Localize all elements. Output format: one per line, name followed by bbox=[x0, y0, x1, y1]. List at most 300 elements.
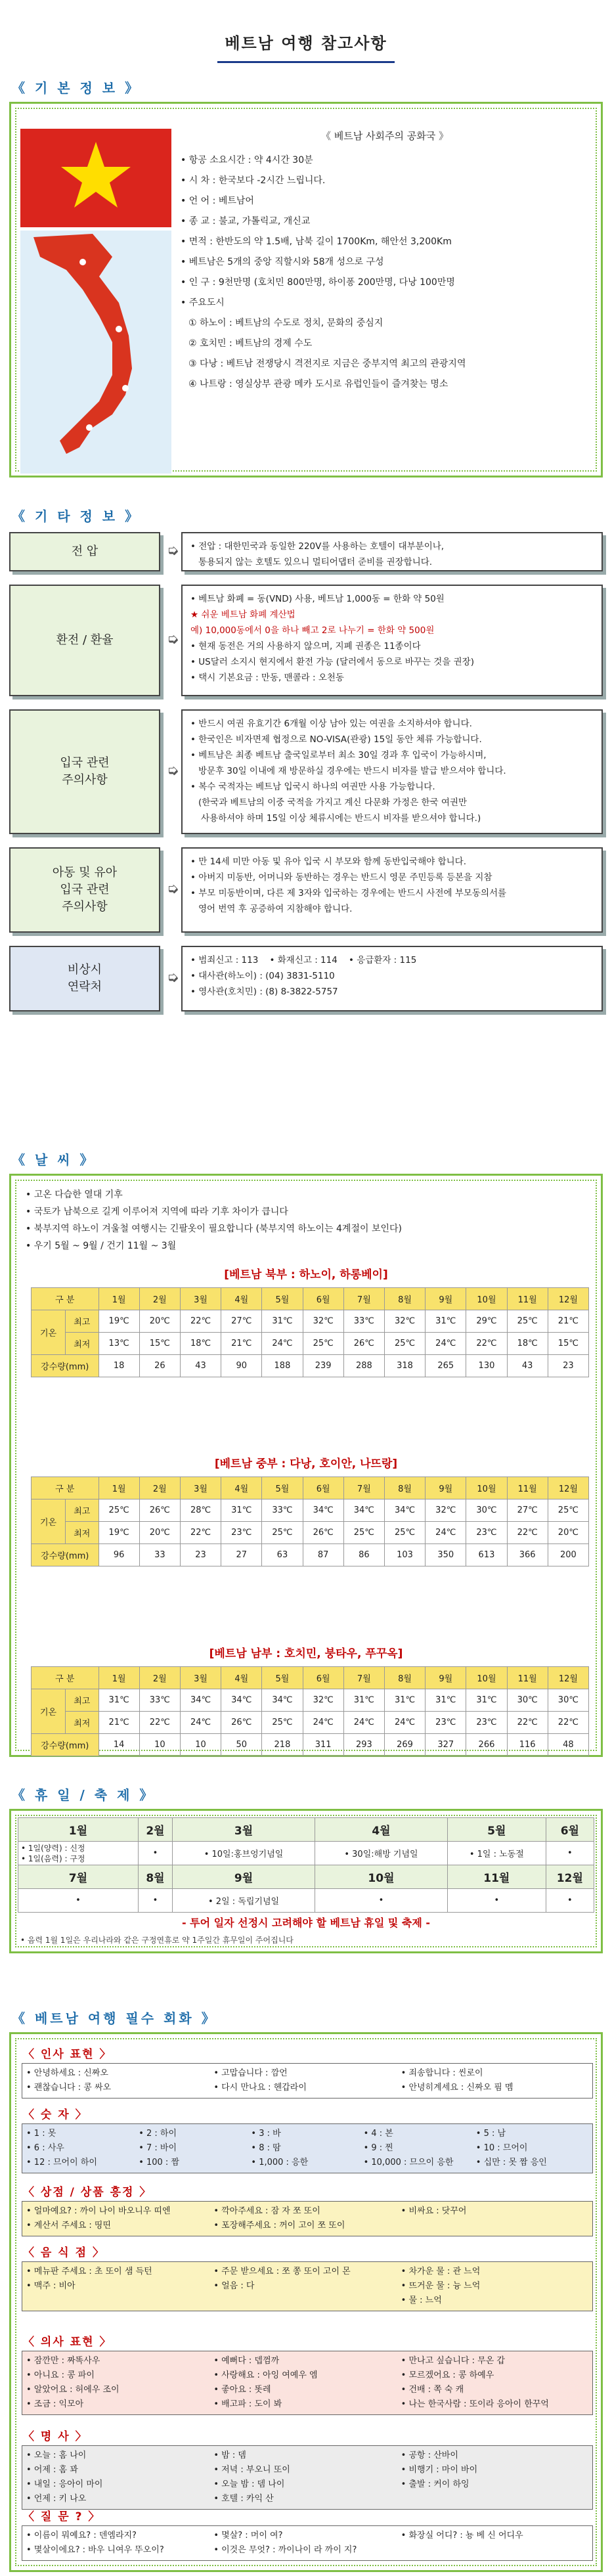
phrase: • 배고파 : 도이 봐 bbox=[213, 2399, 282, 2409]
phrase bbox=[26, 2294, 213, 2308]
phrase: • 저녁 : 부오니 또이 bbox=[213, 2465, 290, 2475]
low-value: 24℃ bbox=[426, 1522, 466, 1544]
phrase: • 이름이 뭐예요? : 덴엠라지? bbox=[26, 2531, 137, 2541]
rain-value: 218 bbox=[262, 1734, 303, 1756]
basic-info-box bbox=[9, 102, 603, 477]
low-value: 25℃ bbox=[262, 1522, 303, 1544]
high-value: 27℃ bbox=[507, 1499, 548, 1522]
month-header: 5월 bbox=[262, 1477, 303, 1499]
low-value: 26℃ bbox=[343, 1333, 384, 1355]
rain-value: 18 bbox=[98, 1355, 139, 1377]
month-header: 11월 bbox=[507, 1288, 548, 1310]
phrase: • 계산서 주세요 : 띵띤 bbox=[26, 2221, 112, 2231]
phrase: • 오늘 : 홈 나이 bbox=[26, 2451, 87, 2460]
high-value: 27℃ bbox=[221, 1310, 262, 1333]
high-value: 33℃ bbox=[343, 1310, 384, 1333]
low-value: 26℃ bbox=[221, 1712, 262, 1734]
etc-line: • 아버지 미동반, 어머니와 동반하는 경우는 반드시 영문 주민등록 등본을 지참 bbox=[190, 872, 492, 883]
etc-line: • 한국인은 비자면제 협정으로 NO-VISA(관광) 15일 동안 체류 가능합니다. bbox=[190, 734, 482, 745]
phrase: • 10,000 : 므으이 응한 bbox=[363, 2158, 454, 2167]
etc-content bbox=[181, 946, 603, 1011]
country-header: 《 베트남 사회주의 공화국 》 bbox=[321, 130, 448, 142]
rain-label: 강수량(mm) bbox=[32, 1734, 99, 1756]
phrase: • 몇살이에요? : 바우 니여우 뚜오이? bbox=[26, 2545, 164, 2555]
phrase: • 포장해주세요 : 꺼이 고이 쪼 또이 bbox=[213, 2221, 345, 2231]
etc-label bbox=[9, 709, 160, 834]
rain-row bbox=[32, 1544, 589, 1566]
info-row: • 주요도시 bbox=[181, 298, 225, 308]
month-header: 구 분 bbox=[32, 1288, 99, 1310]
month-header: 3월 bbox=[180, 1667, 221, 1689]
low-value: 24℃ bbox=[262, 1333, 303, 1355]
phrase: • 100 : 짬 bbox=[139, 2158, 180, 2167]
weather-note: • 북부지역 하노이 겨울철 여행시는 긴팔옷이 필요합니다 (북부지역 하노이는 4계절이 보인다) bbox=[26, 1224, 402, 1234]
month-header: 1월 bbox=[18, 1818, 139, 1842]
month-header: 10월 bbox=[466, 1667, 507, 1689]
low-value: 19℃ bbox=[98, 1522, 139, 1544]
holiday-value: • bbox=[546, 1889, 594, 1913]
rain-row bbox=[32, 1355, 589, 1377]
high-value: 25℃ bbox=[98, 1499, 139, 1522]
rain-row bbox=[32, 1734, 589, 1756]
month-header: 3월 bbox=[173, 1818, 315, 1842]
etc-line: • 전압 : 대한민국과 동일한 220V를 사용하는 호텔이 대부분이나, bbox=[190, 541, 445, 552]
low-value: 24℃ bbox=[343, 1712, 384, 1734]
etc-line: 영어 번역 후 공증하여 지참해야 합니다. bbox=[198, 904, 353, 914]
rain-value: 96 bbox=[98, 1544, 139, 1566]
etc-line: • 택시 기본요금 : 만동, 맨콜라 : 오천동 bbox=[190, 673, 344, 683]
etc-line: • 영사관(호치민) : (8) 8-3822-5757 bbox=[190, 987, 338, 997]
phrase: • 얼음 : 다 bbox=[213, 2281, 255, 2291]
etc-line: 방문후 30일 이내에 재 방문하실 경우에는 반드시 비자를 발급 받으셔야 합니다. bbox=[198, 766, 506, 776]
rain-value: 86 bbox=[343, 1544, 384, 1566]
phrase: • 12 : 므어이 하이 bbox=[26, 2158, 97, 2167]
phrase: • 깍아주세요 : 잠 자 쪼 또이 bbox=[213, 2206, 320, 2216]
low-value: 21℃ bbox=[98, 1712, 139, 1734]
phrase: • 5 : 남 bbox=[475, 2129, 506, 2139]
high-value: 34℃ bbox=[262, 1689, 303, 1712]
weather-table bbox=[31, 1287, 589, 1377]
month-header: 구 분 bbox=[32, 1667, 99, 1689]
rain-value: 288 bbox=[343, 1355, 384, 1377]
rain-value: 200 bbox=[548, 1544, 588, 1566]
phrase: • 다시 만나요 : 헨갑라이 bbox=[213, 2083, 307, 2093]
info-row: • 베트남은 5개의 중앙 직할시와 58개 성으로 구성 bbox=[181, 257, 384, 267]
phrase: • 1,000 : 응한 bbox=[251, 2158, 309, 2167]
conversation-group bbox=[22, 2261, 593, 2311]
month-header: 4월 bbox=[221, 1477, 262, 1499]
low-value: 23℃ bbox=[426, 1712, 466, 1734]
low-row bbox=[32, 1333, 589, 1355]
high-value: 21℃ bbox=[548, 1310, 588, 1333]
month-header: 1월 bbox=[98, 1477, 139, 1499]
page-title-box bbox=[217, 26, 395, 63]
phrase: • 2 : 하이 bbox=[139, 2129, 177, 2139]
high-value: 19℃ bbox=[98, 1310, 139, 1333]
phrase: • 오늘 밤 : 뎀 나이 bbox=[213, 2479, 285, 2489]
region-title: [베트남 북부 : 하노이, 하롱베이] bbox=[224, 1268, 388, 1281]
phrase: • 비싸요 : 닷꾸어 bbox=[401, 2206, 467, 2216]
conversation-group bbox=[22, 2351, 593, 2415]
info-row: • 시 차 : 한국보다 -2시간 느립니다. bbox=[181, 175, 326, 186]
info-row: • 면적 : 한반도의 약 1.5배, 남북 길이 1700Km, 해안선 3,200Km bbox=[181, 236, 452, 247]
month-header: 6월 bbox=[546, 1818, 594, 1842]
etc-line: • 부모 미동반이며, 다른 제 3자와 입국하는 경우에는 반드시 사전에 부모동의서를 bbox=[190, 888, 507, 899]
high-value: 30℃ bbox=[466, 1499, 507, 1522]
month-header: 10월 bbox=[466, 1288, 507, 1310]
high-value: 30℃ bbox=[507, 1689, 548, 1712]
phrase: • 아니요 : 콩 파이 bbox=[26, 2370, 95, 2380]
phrase: • 건배 : 쪽 숙 캐 bbox=[401, 2385, 464, 2395]
month-header: 9월 bbox=[173, 1865, 315, 1889]
section-conversation-heading: 《 베트남 여행 필수 회화 》 bbox=[12, 2010, 217, 2026]
rain-value: 366 bbox=[507, 1544, 548, 1566]
etc-line: • 반드시 여권 유효기간 6개월 이상 남아 있는 여권을 소지하셔야 합니다. bbox=[190, 719, 472, 729]
etc-label bbox=[9, 847, 160, 933]
weather-box bbox=[9, 1174, 603, 1757]
high-value: 25℃ bbox=[507, 1310, 548, 1333]
city-row: ① 하노이 : 베트남의 수도로 정치, 문화의 중심지 bbox=[188, 318, 383, 328]
rain-value: 269 bbox=[384, 1734, 425, 1756]
month-header: 2월 bbox=[139, 1288, 180, 1310]
etc-exchange bbox=[9, 585, 603, 696]
rain-value: 33 bbox=[139, 1544, 180, 1566]
high-value: 34℃ bbox=[221, 1689, 262, 1712]
etc-line: • 베트남 화폐 = 동(VND) 사용, 베트남 1,000동 = 한화 약 50원 bbox=[190, 594, 445, 604]
phrase: • 언제 : 키 나오 bbox=[26, 2494, 87, 2504]
phrase: • 7 : 바이 bbox=[139, 2143, 177, 2153]
temp-label: 기온 bbox=[32, 1499, 66, 1544]
low-label: 최저 bbox=[66, 1522, 99, 1544]
etc-label: 전 압 bbox=[9, 532, 160, 571]
holiday-value: • 10일:홍브엉기념일 bbox=[173, 1842, 315, 1865]
rain-value: 116 bbox=[507, 1734, 548, 1756]
high-value: 31℃ bbox=[426, 1310, 466, 1333]
month-header: 1월 bbox=[98, 1288, 139, 1310]
info-row: • 언 어 : 베트남어 bbox=[181, 196, 254, 206]
etc-line: • 베트남은 최종 베트남 출국일로부터 최소 30일 경과 후 입국이 가능하시며, bbox=[190, 750, 487, 761]
etc-content bbox=[181, 532, 603, 571]
conversation-group bbox=[22, 2201, 593, 2236]
phrase: • 1 : 못 bbox=[26, 2129, 56, 2139]
high-value: 31℃ bbox=[343, 1689, 384, 1712]
phrase: • 잠깐만 : 짜똑사우 bbox=[26, 2356, 100, 2366]
month-header: 5월 bbox=[262, 1667, 303, 1689]
phrase: • 사랑해요 : 아잉 여예우 엠 bbox=[213, 2370, 318, 2380]
month-header: 9월 bbox=[426, 1477, 466, 1499]
weather-note: • 국토가 남북으로 길게 이루어져 지역에 따라 기후 차이가 큽니다 bbox=[26, 1207, 288, 1217]
section-holiday-heading: 《 휴 일 / 축 제 》 bbox=[12, 1787, 156, 1803]
arrow-icon: ➭ bbox=[167, 969, 179, 986]
phrase: • 물 : 느억 bbox=[401, 2296, 442, 2305]
phrase: • 죄송합니다 : 씬로이 bbox=[401, 2068, 483, 2078]
month-header: 4월 bbox=[315, 1818, 448, 1842]
holiday-value: • 1일 : 노동절 bbox=[447, 1842, 546, 1865]
phrase: • 출발 : 커이 하잉 bbox=[401, 2479, 470, 2489]
high-value: 31℃ bbox=[262, 1310, 303, 1333]
conversation-group bbox=[22, 2445, 593, 2510]
phrase: • 주문 받으세요 : 쪼 쫑 또이 고이 몬 bbox=[213, 2267, 351, 2276]
month-header: 6월 bbox=[303, 1667, 343, 1689]
region-title: [베트남 남부 : 호치민, 붕타우, 푸꾸옥] bbox=[209, 1647, 403, 1660]
phrase: • 안녕히계세요 : 신짜오 핌 멤 bbox=[401, 2083, 514, 2093]
month-header: 8월 bbox=[384, 1667, 425, 1689]
holiday-value: • bbox=[546, 1842, 594, 1865]
rain-value: 43 bbox=[507, 1355, 548, 1377]
phrase: • 화장실 어디? : 뇽 베 신 어디우 bbox=[401, 2531, 523, 2541]
city-row: ③ 다낭 : 베트남 전쟁당시 격전지로 지금은 중부지역 최고의 관광지역 bbox=[188, 359, 466, 369]
weather-table bbox=[31, 1477, 589, 1566]
month-header: 6월 bbox=[303, 1288, 343, 1310]
phrase: • 3 : 바 bbox=[251, 2129, 281, 2139]
low-value: 22℃ bbox=[548, 1712, 588, 1734]
rain-value: 327 bbox=[426, 1734, 466, 1756]
conversation-group-title: 〈 인사 표현 〉 bbox=[23, 2048, 112, 2061]
month-header: 3월 bbox=[180, 1477, 221, 1499]
rain-value: 239 bbox=[303, 1355, 343, 1377]
phrase: • 어제 : 홈 꽈 bbox=[26, 2465, 78, 2475]
info-row: • 인 구 : 9천만명 (호치민 800만명, 하이퐁 200만명, 다낭 100만명 bbox=[181, 277, 455, 288]
holiday-value: • bbox=[18, 1889, 139, 1913]
arrow-icon: ➭ bbox=[167, 543, 179, 559]
high-value: 25℃ bbox=[548, 1499, 588, 1522]
holiday-note: - 투어 일자 선정시 고려해야 할 베트남 휴일 및 축제 - bbox=[181, 1917, 431, 1929]
temp-label: 기온 bbox=[32, 1310, 66, 1355]
low-value: 20℃ bbox=[139, 1522, 180, 1544]
phrase: • 공항 : 산바이 bbox=[401, 2451, 458, 2460]
rain-value: 613 bbox=[466, 1544, 507, 1566]
section-basic-heading: 《 기 본 정 보 》 bbox=[12, 80, 141, 96]
phrase: • 호텔 : 카익 산 bbox=[213, 2494, 274, 2504]
high-value: 32℃ bbox=[303, 1689, 343, 1712]
month-header: 9월 bbox=[426, 1667, 466, 1689]
region-title: [베트남 중부 : 다낭, 호이안, 나뜨랑] bbox=[214, 1457, 398, 1471]
etc-line: (한국과 베트남의 이중 국적을 가지고 계신 다문화 가정은 한국 여권만 bbox=[198, 797, 468, 808]
high-label: 최고 bbox=[66, 1310, 99, 1333]
high-value: 20℃ bbox=[139, 1310, 180, 1333]
low-value: 23℃ bbox=[221, 1522, 262, 1544]
etc-line: • 현재 동전은 거의 사용하지 않으며, 지폐 권종은 11종이다 bbox=[190, 641, 421, 652]
conversation-group-title: 〈 질 문 ? 〉 bbox=[23, 2510, 101, 2523]
phrase: • 알았어요 : 허에우 조이 bbox=[26, 2385, 120, 2395]
high-value: 28℃ bbox=[180, 1499, 221, 1522]
etc-emergency bbox=[9, 946, 603, 1011]
high-row bbox=[32, 1499, 589, 1522]
etc-line: • 대사관(하노이) : (04) 3831-5110 bbox=[190, 971, 335, 981]
low-value: 25℃ bbox=[384, 1522, 425, 1544]
low-label: 최저 bbox=[66, 1712, 99, 1734]
rain-value: 265 bbox=[426, 1355, 466, 1377]
arrow-icon: ➭ bbox=[167, 763, 179, 779]
month-header: 3월 bbox=[180, 1288, 221, 1310]
month-header: 4월 bbox=[221, 1288, 262, 1310]
arrow-icon: ➭ bbox=[167, 881, 179, 897]
high-value: 34℃ bbox=[303, 1499, 343, 1522]
phrase: • 이것은 무엇? : 까이나이 라 까이 지? bbox=[213, 2545, 357, 2555]
etc-children bbox=[9, 847, 603, 933]
etc-line: 예) 10,000동에서 0을 하나 빼고 2로 나누기 = 한화 약 500원 bbox=[190, 625, 435, 636]
phrase: • 조금 : 익모아 bbox=[26, 2399, 84, 2409]
phrase: • 비행기 : 마이 바이 bbox=[401, 2465, 478, 2475]
phrase: • 고맙습니다 : 깜언 bbox=[213, 2068, 288, 2078]
rain-value: 90 bbox=[221, 1355, 262, 1377]
etc-entry bbox=[9, 709, 603, 834]
month-header: 7월 bbox=[343, 1667, 384, 1689]
phrase: • 괜찮습니다 : 콩 싸오 bbox=[26, 2083, 112, 2093]
basic-info-text bbox=[181, 126, 589, 395]
month-header: 11월 bbox=[507, 1667, 548, 1689]
phrase: • 예뻐다 : 뎁껌까 bbox=[213, 2356, 280, 2366]
high-value: 34℃ bbox=[180, 1689, 221, 1712]
rain-value: 130 bbox=[466, 1355, 507, 1377]
conversation-box bbox=[9, 2032, 603, 2572]
city-row: ④ 나트랑 : 영실상부 관광 메카 도시로 유럽인들이 즐겨찾는 명소 bbox=[188, 379, 448, 389]
low-value: 22℃ bbox=[180, 1522, 221, 1544]
low-value: 22℃ bbox=[507, 1522, 548, 1544]
low-label: 최저 bbox=[66, 1333, 99, 1355]
low-value: 25℃ bbox=[262, 1712, 303, 1734]
holiday-value: • 2일 : 독립기념일 bbox=[173, 1889, 315, 1913]
month-header: 4월 bbox=[221, 1667, 262, 1689]
month-header: 2월 bbox=[139, 1667, 180, 1689]
map-panel bbox=[16, 109, 173, 470]
holiday-value: • bbox=[315, 1889, 448, 1913]
phrase: • 6 : 사우 bbox=[26, 2143, 64, 2153]
weather-note: • 고온 다습한 열대 기후 bbox=[26, 1189, 123, 1200]
weather-notes bbox=[26, 1186, 402, 1255]
high-value: 34℃ bbox=[343, 1499, 384, 1522]
low-value: 22℃ bbox=[139, 1712, 180, 1734]
high-row bbox=[32, 1689, 589, 1712]
phrase bbox=[401, 2219, 588, 2233]
etc-label: 환전 / 환율 bbox=[9, 585, 160, 696]
high-value: 31℃ bbox=[221, 1499, 262, 1522]
high-value: 29℃ bbox=[466, 1310, 507, 1333]
low-row bbox=[32, 1522, 589, 1544]
month-header: 7월 bbox=[343, 1477, 384, 1499]
low-value: 15℃ bbox=[139, 1333, 180, 1355]
phrase: • 십만 : 못 짬 응인 bbox=[475, 2158, 547, 2167]
conversation-group bbox=[22, 2123, 593, 2173]
etc-line: • 범죄신고 : 113 • 화재신고 : 114 • 응급환자 : 115 bbox=[190, 955, 417, 966]
phrase: • 10 : 므어이 bbox=[475, 2143, 528, 2153]
phrase bbox=[213, 2294, 401, 2308]
low-value: 25℃ bbox=[343, 1522, 384, 1544]
high-value: 32℃ bbox=[384, 1310, 425, 1333]
month-header: 11월 bbox=[447, 1865, 546, 1889]
high-value: 31℃ bbox=[384, 1689, 425, 1712]
phrase: • 차가운 물 : 관 느억 bbox=[401, 2267, 481, 2276]
conversation-group-title: 〈 명 사 〉 bbox=[23, 2430, 88, 2443]
section-weather-heading: 《 날 씨 》 bbox=[12, 1152, 96, 1168]
phrase: • 메뉴판 주세요 : 초 또이 샘 득턴 bbox=[26, 2267, 152, 2276]
rain-value: 311 bbox=[303, 1734, 343, 1756]
phrase: • 뜨거운 물 : 늉 느억 bbox=[401, 2281, 481, 2291]
phrase: • 몇살? : 머이 여? bbox=[213, 2531, 283, 2541]
phrase: • 좋아요 : 똣레 bbox=[213, 2385, 271, 2395]
month-header-row bbox=[32, 1667, 589, 1689]
arrow-icon: ➭ bbox=[167, 631, 179, 648]
holiday-value: • 1일(양력) : 신정 • 1일(음력) : 구정 bbox=[18, 1842, 139, 1865]
rain-value: 27 bbox=[221, 1544, 262, 1566]
high-value: 31℃ bbox=[98, 1689, 139, 1712]
high-value: 33℃ bbox=[262, 1499, 303, 1522]
month-header: 10월 bbox=[466, 1477, 507, 1499]
holiday-table bbox=[18, 1817, 594, 1913]
low-value: 24℃ bbox=[180, 1712, 221, 1734]
low-value: 18℃ bbox=[180, 1333, 221, 1355]
etc-content bbox=[181, 585, 603, 696]
phrase: • 얼마예요? : 까이 나이 바오니우 띠엔 bbox=[26, 2206, 171, 2216]
month-header: 7월 bbox=[343, 1288, 384, 1310]
month-header: 2월 bbox=[138, 1818, 172, 1842]
conversation-group bbox=[22, 2063, 593, 2099]
low-value: 25℃ bbox=[384, 1333, 425, 1355]
high-label: 최고 bbox=[66, 1689, 99, 1712]
month-header: 8월 bbox=[138, 1865, 172, 1889]
month-header: 10월 bbox=[315, 1865, 448, 1889]
high-label: 최고 bbox=[66, 1499, 99, 1522]
high-value: 33℃ bbox=[139, 1689, 180, 1712]
conversation-group-title: 〈 숫 자 〉 bbox=[23, 2108, 88, 2121]
rain-value: 266 bbox=[466, 1734, 507, 1756]
low-value: 13℃ bbox=[98, 1333, 139, 1355]
etc-content bbox=[181, 847, 603, 933]
rain-value: 350 bbox=[426, 1544, 466, 1566]
rain-value: 23 bbox=[548, 1355, 588, 1377]
high-value: 26℃ bbox=[139, 1499, 180, 1522]
holiday-box bbox=[9, 1809, 603, 1953]
rain-value: 63 bbox=[262, 1544, 303, 1566]
month-header: 12월 bbox=[548, 1667, 588, 1689]
month-header: 12월 bbox=[546, 1865, 594, 1889]
low-value: 23℃ bbox=[466, 1712, 507, 1734]
low-value: 20℃ bbox=[548, 1522, 588, 1544]
high-row bbox=[32, 1310, 589, 1333]
holiday-value: • bbox=[447, 1889, 546, 1913]
etc-line: 사용하셔야 하며 15일 이상 체류시에는 반드시 비자를 받으셔야 합니다.) bbox=[201, 813, 481, 824]
low-value: 15℃ bbox=[548, 1333, 588, 1355]
phrase bbox=[401, 2492, 588, 2506]
holiday-value: • bbox=[138, 1889, 172, 1913]
high-value: 22℃ bbox=[180, 1310, 221, 1333]
month-header: 2월 bbox=[139, 1477, 180, 1499]
rain-value: 48 bbox=[548, 1734, 588, 1756]
etc-voltage bbox=[9, 532, 603, 571]
holiday-value: • 30일:해방 기념일 bbox=[315, 1842, 448, 1865]
etc-line: ★ 쉬운 베트남 화폐 계산법 bbox=[190, 610, 295, 620]
city-row: ② 호치민 : 베트남의 경제 수도 bbox=[188, 338, 313, 349]
low-value: 22℃ bbox=[466, 1333, 507, 1355]
conversation-group-title: 〈 의사 표현 〉 bbox=[23, 2336, 112, 2349]
vietnam-map bbox=[20, 231, 171, 474]
holiday-value: • bbox=[138, 1842, 172, 1865]
high-value: 31℃ bbox=[466, 1689, 507, 1712]
phrase bbox=[401, 2543, 588, 2558]
month-header: 8월 bbox=[384, 1288, 425, 1310]
phrase: • 모르겠어요 : 콩 하예우 bbox=[401, 2370, 494, 2380]
etc-label-text: 아동 및 유아 입국 관련 주의사항 bbox=[52, 866, 118, 914]
low-value: 24℃ bbox=[426, 1333, 466, 1355]
etc-line: 통용되지 않는 호텔도 있으니 멀티어댑터 준비를 권장합니다. bbox=[198, 557, 433, 567]
rain-value: 188 bbox=[262, 1355, 303, 1377]
low-row bbox=[32, 1712, 589, 1734]
month-header: 6월 bbox=[303, 1477, 343, 1499]
page-title: 베트남 여행 참고사항 bbox=[225, 34, 387, 53]
high-value: 31℃ bbox=[426, 1689, 466, 1712]
phrase: • 밤 : 뎀 bbox=[213, 2451, 246, 2460]
conversation-group-title: 〈 음 식 점 〉 bbox=[23, 2246, 105, 2259]
